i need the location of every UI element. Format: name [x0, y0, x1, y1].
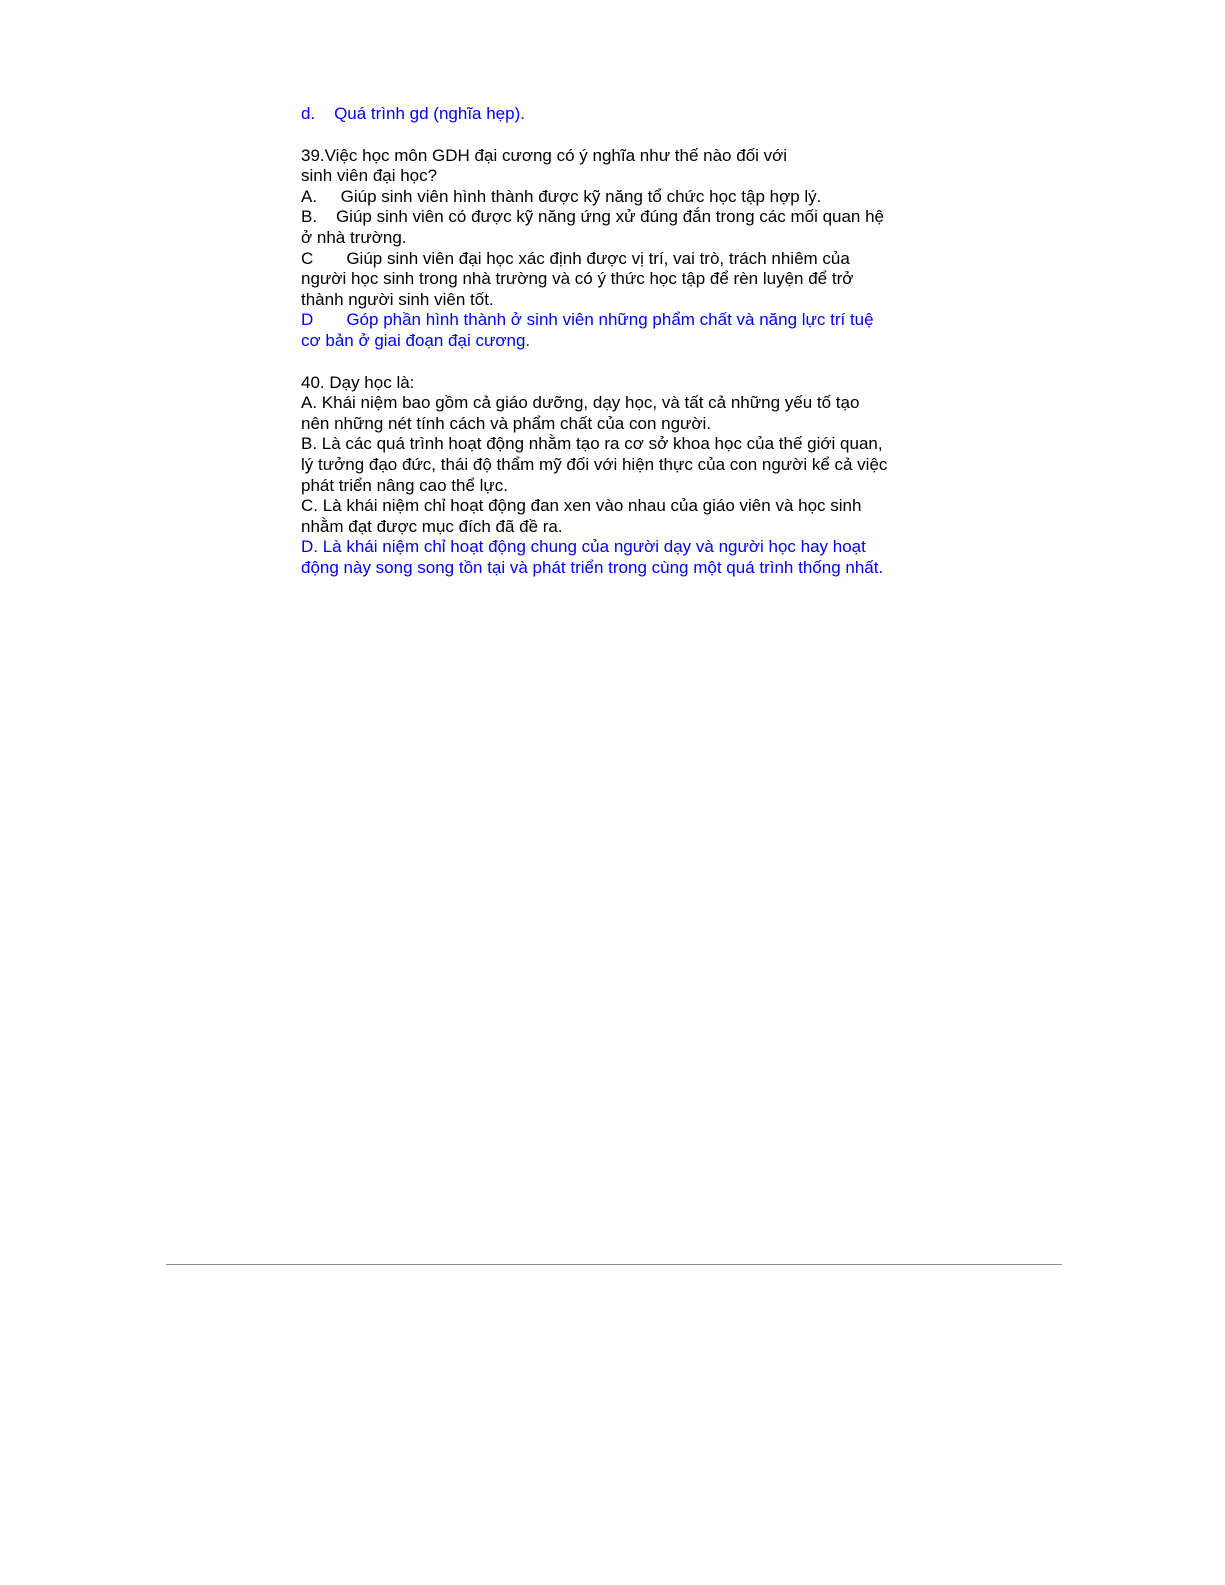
option-c: thành người sinh viên tốt. [301, 289, 494, 309]
page-content [301, 104, 941, 578]
option-b: phát triển nâng cao thể lực. [301, 475, 509, 495]
option-c: C. Là khái niệm chỉ hoạt động đan xen vào nhau của giáo viên và học sinh [301, 496, 862, 516]
option-d-answer: D. Là khái niệm chỉ hoạt động chung của người dạy và người học hay hoạt [301, 537, 866, 557]
prev-answer-d: d. Quá trình gd (nghĩa hẹp). [301, 104, 525, 123]
question-39 [301, 146, 941, 352]
option-b: ở nhà trường. [301, 227, 407, 247]
question-text: 40. Dạy học là: [301, 372, 415, 392]
spacer [301, 125, 941, 146]
option-d-answer: động này song song tồn tại và phát triển trong cùng một quá trình thống nhất. [301, 557, 884, 577]
question-text: sinh viên đại học? [301, 166, 438, 186]
option-b: B. Giúp sinh viên có được kỹ năng ứng xử đúng đắn trong các mối quan hệ [301, 207, 885, 227]
option-c: người học sinh trong nhà trường và có ý thức học tập để rèn luyện để trở [301, 269, 854, 289]
option-b: B. Là các quá trình hoạt động nhằm tạo ra cơ sở khoa học của thế giới quan, [301, 434, 883, 454]
option-c: C Giúp sinh viên đại học xác định được vị trí, vai trò, trách nhiêm của [301, 248, 850, 268]
question-text: 39.Việc học môn GDH đại cương có ý nghĩa như thế nào đối với [301, 145, 788, 165]
question-40 [301, 373, 941, 579]
option-b: lý tưởng đạo đức, thái độ thẩm mỹ đối với hiện thực của con người kể cả việc [301, 454, 888, 474]
option-a: A. Giúp sinh viên hình thành được kỹ năng tổ chức học tập hợp lý. [301, 186, 822, 206]
option-d-answer: cơ bản ở giai đoạn đại cương. [301, 330, 531, 350]
spacer [301, 352, 941, 373]
footer-divider [166, 1264, 1062, 1265]
option-d-answer: D Góp phần hình thành ở sinh viên những phẩm chất và năng lực trí tuệ [301, 310, 874, 330]
option-c: nhằm đạt được mục đích đã đề ra. [301, 516, 563, 536]
option-a: nên những nét tính cách và phẩm chất của con người. [301, 413, 712, 433]
option-a: A. Khái niệm bao gồm cả giáo dưỡng, dạy học, và tất cả những yếu tố tạo [301, 393, 860, 413]
